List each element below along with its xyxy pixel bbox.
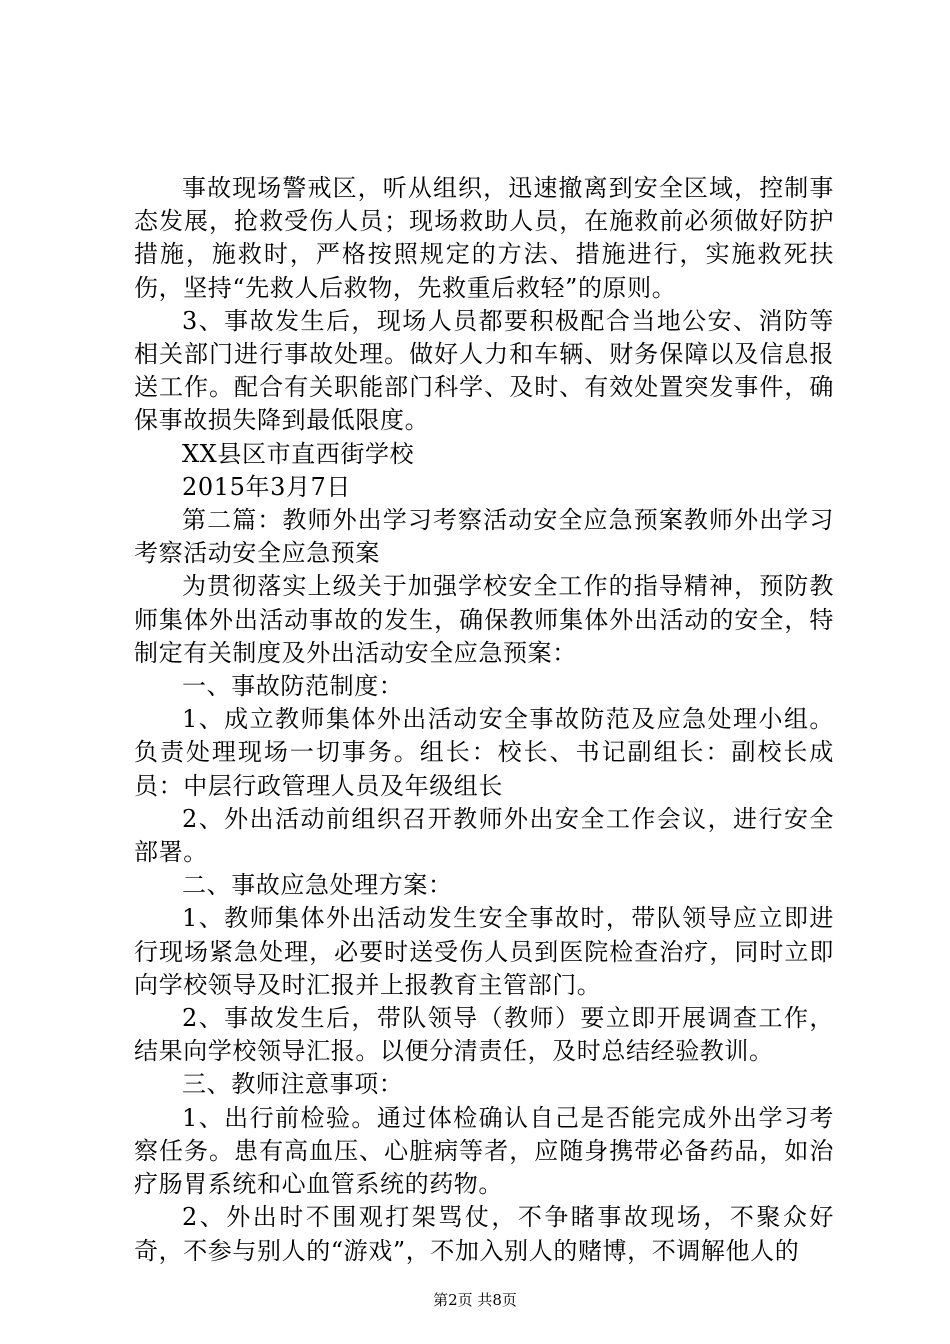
paragraph-emergency-2: 2、事故发生后，带队领导（教师）要立即开展调查工作，结果向学校领导汇报。以便分清责任，及时总结经验教训。 [134,1004,834,1066]
paragraph-prevention-1: 1、成立教师集体外出活动安全事故防范及应急处理小组。负责处理现场一切事务。组长：校长、书记副组长：副校长成员：中层行政管理人员及年级组长 [134,705,834,800]
paragraph-notes-1: 1、出行前检验。通过体检确认自己是否能完成外出学习考察任务。患有高血压、心脏病等者，应随身携带必备药品，如治疗肠胃系统和心血管系统的药物。 [134,1103,834,1199]
paragraph-emergency-1: 1、教师集体外出活动发生安全事故时，带队领导应立即进行现场紧急处理，必要时送受伤人员到医院检查治疗，同时立即向学校领导及时汇报并上报教育主管部门。 [134,904,834,999]
paragraph-item-3: 3、事故发生后，现场人员都要积极配合当地公安、消防等相关部门进行事故处理。做好人力和车辆、财务保障以及信息报送工作。配合有关职能部门科学、及时、有效处置突发事件，确保事故损失降到最低限度。 [134,306,834,435]
paragraph-accident-scene: 事故现场警戒区，听从组织，迅速撤离到安全区域，控制事态发展，抢救受伤人员；现场救助人员，在施救前必须做好防护措施，施救时，严格按照规定的方法、措施进行，实施救死扶伤，坚持“先救人后救物，先救重后救轻”的原则。 [134,174,834,302]
page-number-footer: 第2页 共8页 [433,1291,517,1309]
paragraph-prevention-2: 2、外出活动前组织召开教师外出安全工作会议，进行安全部署。 [134,804,834,867]
heading-prevention-system: 一、事故防范制度： [182,672,404,701]
paragraph-intro: 为贯彻落实上级关于加强学校安全工作的指导精神，预防教师集体外出活动事故的发生，确保教师集体外出活动的安全，特制定有关制度及外出活动安全应急预案： [134,572,834,667]
paragraph-notes-2: 2、外出时不围观打架骂仗，不争睹事故现场，不聚众好奇，不参与别人的“游戏”，不加入别人的赌博，不调解他人的 [134,1203,834,1265]
signature-school: XX县区市直西街学校 [182,439,415,468]
heading-teacher-notes: 三、教师注意事项： [182,1070,404,1099]
document-body [134,172,834,1268]
signature-date: 2015年3月7日 [182,472,352,501]
section-title-part-two: 第二篇：教师外出学习考察活动安全应急预案教师外出学习考察活动安全应急预案 [134,506,834,568]
heading-emergency-plan: 二、事故应急处理方案： [182,871,453,900]
